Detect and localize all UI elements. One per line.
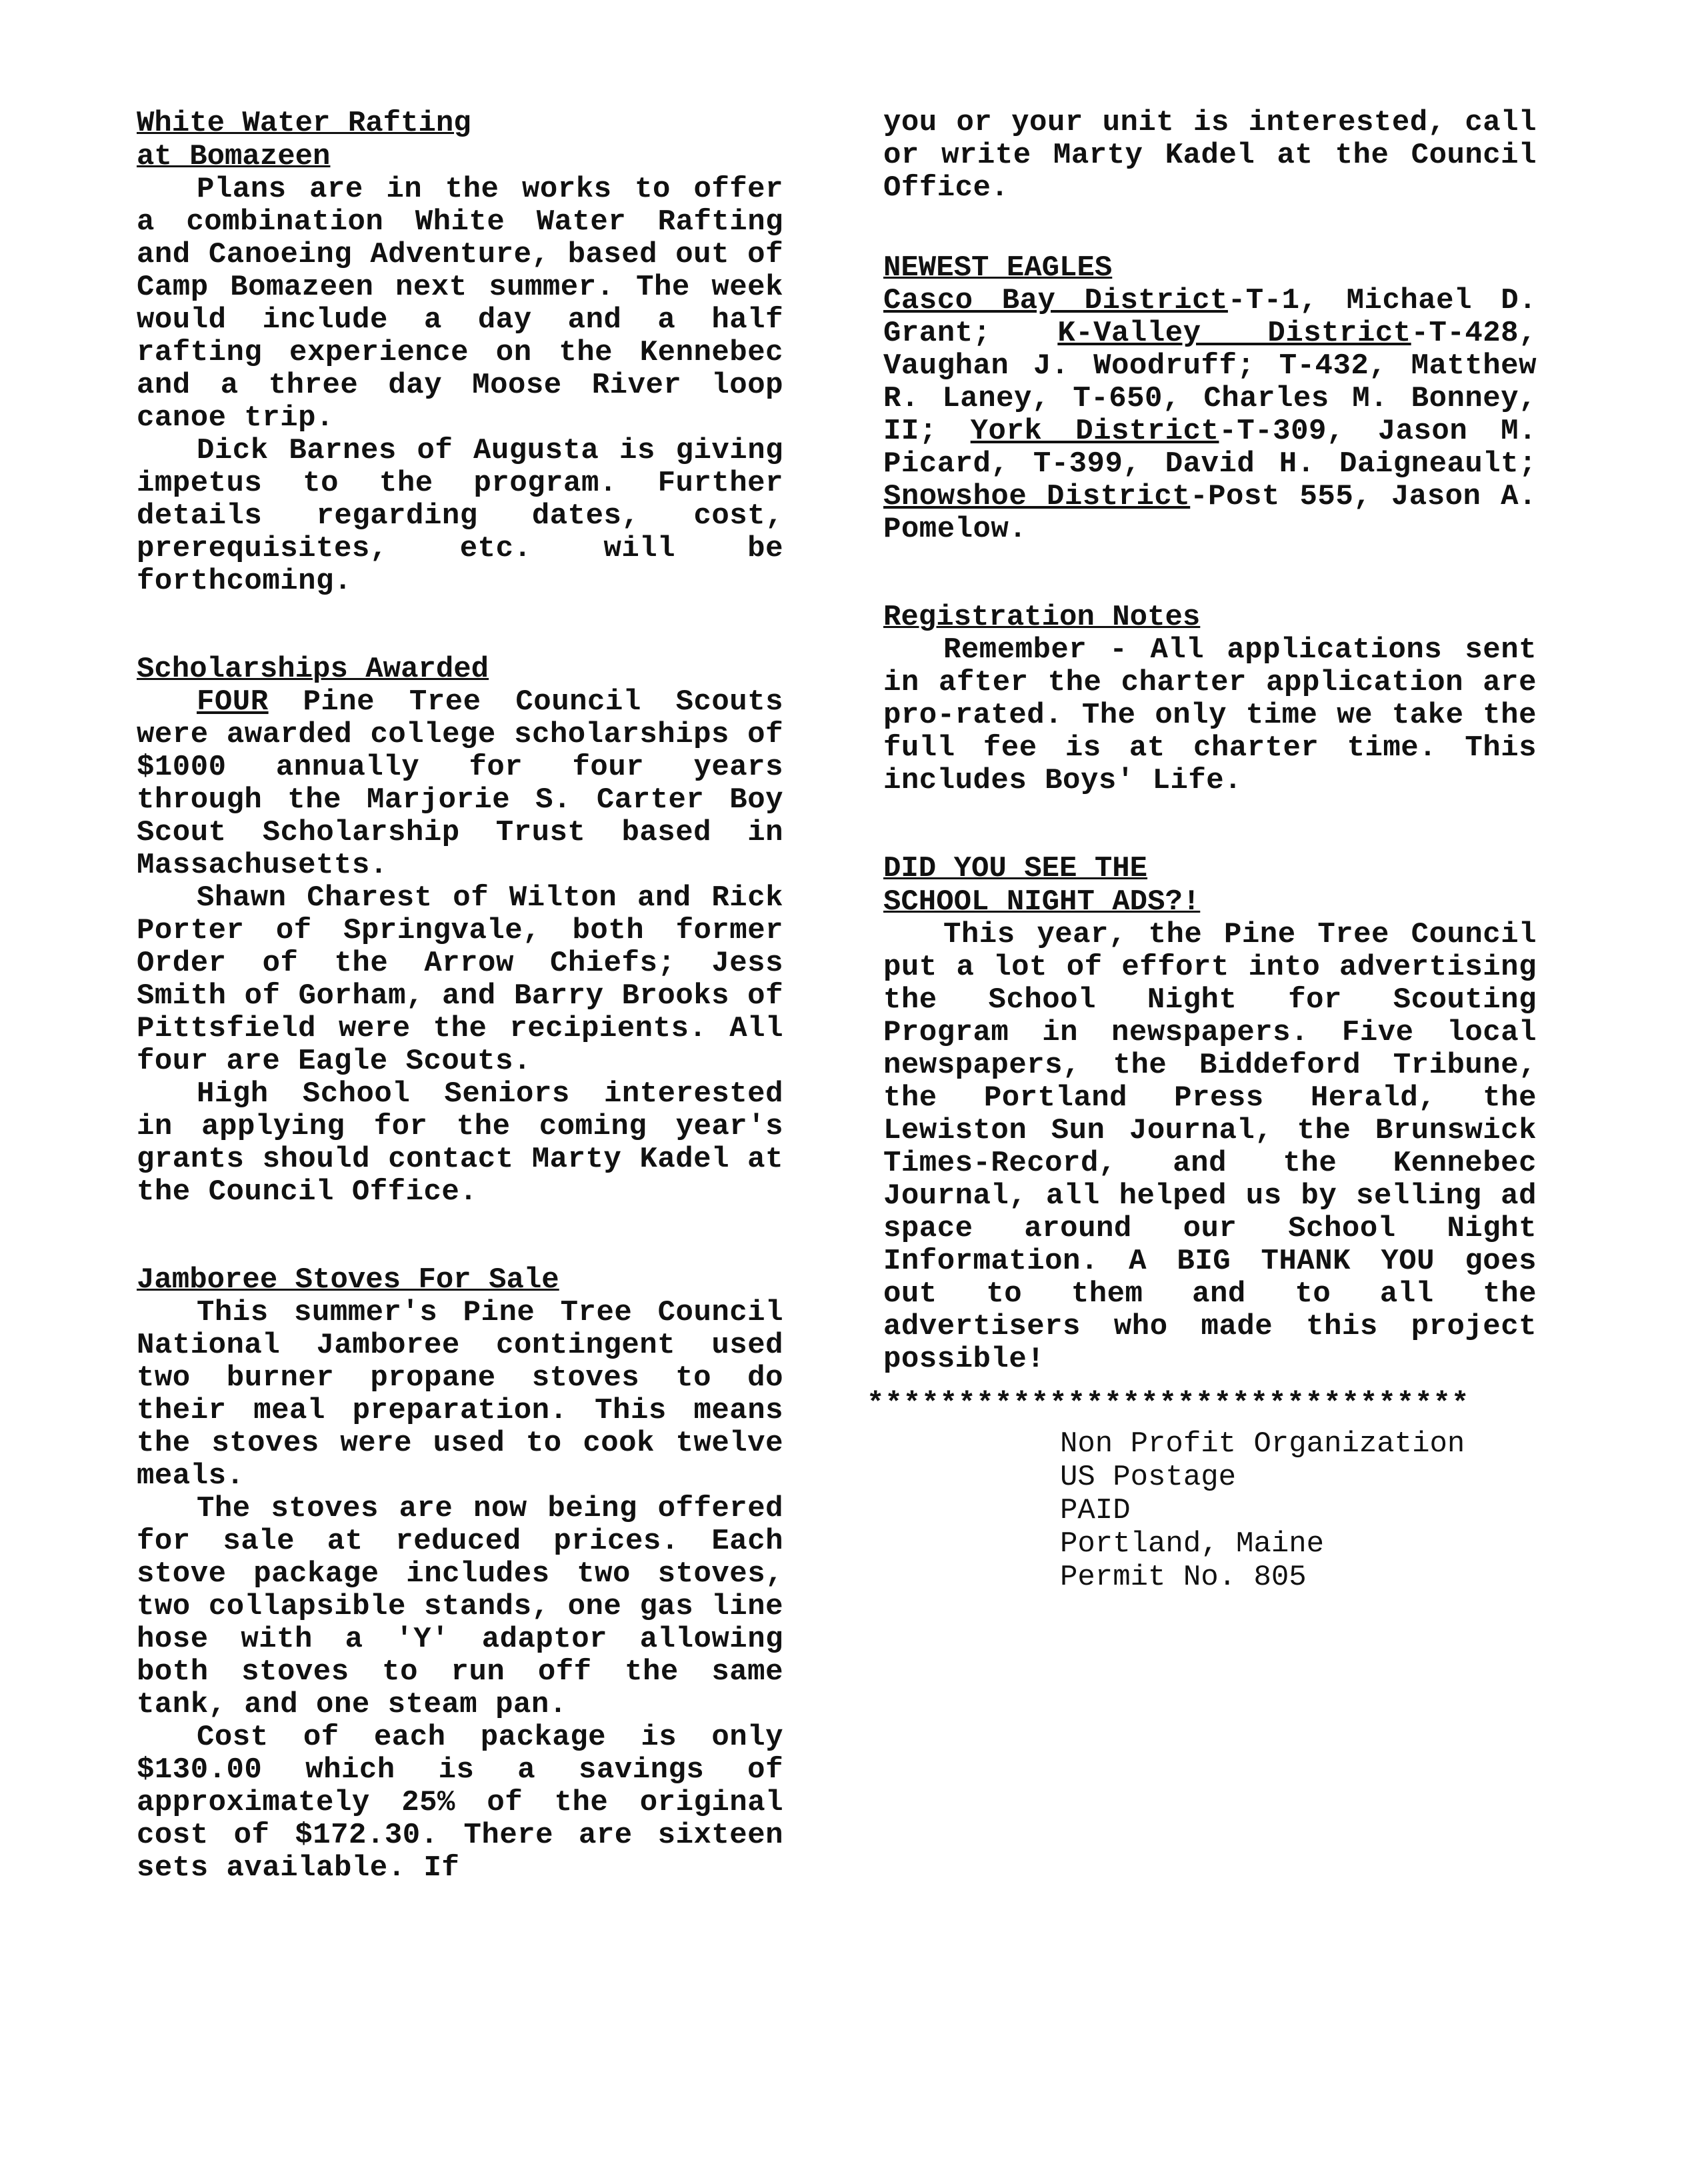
stoves-paragraph-2: The stoves are now being offered for sale at reduced prices. Each stove package includes two stoves, two collapsible stands, one gas line hose with a 'Y' adaptor allowing both stoves to run off the same tank, and one steam pan. bbox=[137, 1492, 783, 1721]
rafting-section bbox=[137, 107, 783, 598]
scholarships-section bbox=[137, 653, 783, 1209]
postage-line-5: Permit No. 805 bbox=[1060, 1561, 1307, 1594]
rafting-heading-line1: White Water Rafting bbox=[137, 107, 471, 140]
stoves-section bbox=[137, 1263, 783, 1885]
postage-line-1: Non Profit Organization bbox=[1060, 1427, 1465, 1461]
scholarships-lead-word: FOUR bbox=[197, 685, 269, 719]
continued-paragraph: you or your unit is interested, call or write Marty Kadel at the Council Office. bbox=[883, 106, 1537, 205]
right-column bbox=[867, 106, 1537, 1594]
school-night-paragraph: This year, the Pine Tree Council put a lot of effort into advertising the School Night for Scouting Program in newspapers. Five local newspapers, the Biddeford Tribune, the Portland Press Herald, the Lewiston Sun Journal, the Brunswick Times-Record, and the Kennebec Journal, all helped us by selling ad space around our School Night Information. A BIG THANK YOU goes out to them and to all the advertisers who made this project possible! bbox=[883, 918, 1537, 1376]
eagles-district-snowshoe: Snowshoe District bbox=[883, 480, 1191, 513]
stoves-paragraph-1: This summer's Pine Tree Council National Jamboree contingent used two burner propane stoves to do their meal preparation. This means the stoves were used to cook twelve meals. bbox=[137, 1296, 783, 1493]
registration-section bbox=[883, 601, 1537, 797]
eagles-district-york: York District bbox=[970, 415, 1219, 448]
eagles-paragraph bbox=[883, 285, 1537, 546]
asterisk-divider: ********************************* bbox=[867, 1388, 1470, 1421]
eagles-text-3: -T-309, Jason M. Picard, T-399, David H. Daigneault; bbox=[883, 415, 1537, 481]
registration-paragraph: Remember - All applications sent in after the charter application are pro-rated. The only time we take the full fee is at charter time. This includes Boys' Life. bbox=[883, 633, 1537, 797]
left-column bbox=[137, 107, 783, 1939]
rafting-paragraph-1: Plans are in the works to offer a combination White Water Rafting and Canoeing Adventure, based out of Camp Bomazeen next summer. The week would include a day and a half rafting experience on the Kennebec and a three day Moose River loop canoe trip. bbox=[137, 173, 783, 435]
scholarships-paragraph-3: High School Seniors interested in applying for the coming year's grants should contact Marty Kadel at the Council Office. bbox=[137, 1077, 783, 1209]
scholarships-paragraph-1-text: Pine Tree Council Scouts were awarded college scholarships of $1000 annually for four years through the Marjorie S. Carter Boy Scout Scholarship Trust based in Massachusetts. bbox=[137, 685, 783, 882]
eagles-district-k-valley: K-Valley District bbox=[1057, 317, 1411, 350]
eagles-section bbox=[883, 251, 1537, 546]
scholarships-paragraph-1 bbox=[137, 686, 783, 882]
continued-section bbox=[883, 107, 1537, 205]
school-night-heading-line2: SCHOOL NIGHT ADS?! bbox=[883, 885, 1201, 919]
scholarships-paragraph-2: Shawn Charest of Wilton and Rick Porter of Springvale, both former Order of the Arrow Chiefs; Jess Smith of Gorham, and Barry Brooks of Pittsfield were the recipients. All four are Eagle Scouts. bbox=[137, 881, 783, 1078]
eagles-text-2: -T-428, Vaughan J. Woodruff; T-432, Matthew R. Laney, T-650, Charles M. Bonney, II; bbox=[883, 317, 1537, 448]
eagles-district-casco-bay: Casco Bay District bbox=[883, 284, 1228, 317]
postage-line-2: US Postage bbox=[1060, 1461, 1237, 1494]
registration-heading: Registration Notes bbox=[883, 601, 1201, 634]
eagles-heading: NEWEST EAGLES bbox=[883, 251, 1113, 285]
postage-indicia bbox=[1060, 1427, 1537, 1594]
rafting-heading-line2: at Bomazeen bbox=[137, 140, 331, 173]
school-night-heading-line1: DID YOU SEE THE bbox=[883, 852, 1148, 885]
postage-line-4: Portland, Maine bbox=[1060, 1527, 1325, 1561]
stoves-heading: Jamboree Stoves For Sale bbox=[137, 1263, 559, 1297]
rafting-paragraph-2: Dick Barnes of Augusta is giving impetus to the program. Further details regarding dates, cost, prerequisites, etc. will be forthcoming. bbox=[137, 434, 783, 598]
eagles-text-4: -Post 555, Jason A. Pomelow. bbox=[883, 480, 1537, 546]
stoves-paragraph-3: Cost of each package is only $130.00 which is a savings of approximately 25% of the original cost of $172.30. There are sixteen sets available. If bbox=[137, 1721, 783, 1885]
scholarships-heading: Scholarships Awarded bbox=[137, 653, 489, 686]
school-night-section bbox=[883, 852, 1537, 1376]
postage-line-3: PAID bbox=[1060, 1494, 1131, 1527]
eagles-text-1: -T-1, Michael D. Grant; bbox=[883, 284, 1537, 350]
